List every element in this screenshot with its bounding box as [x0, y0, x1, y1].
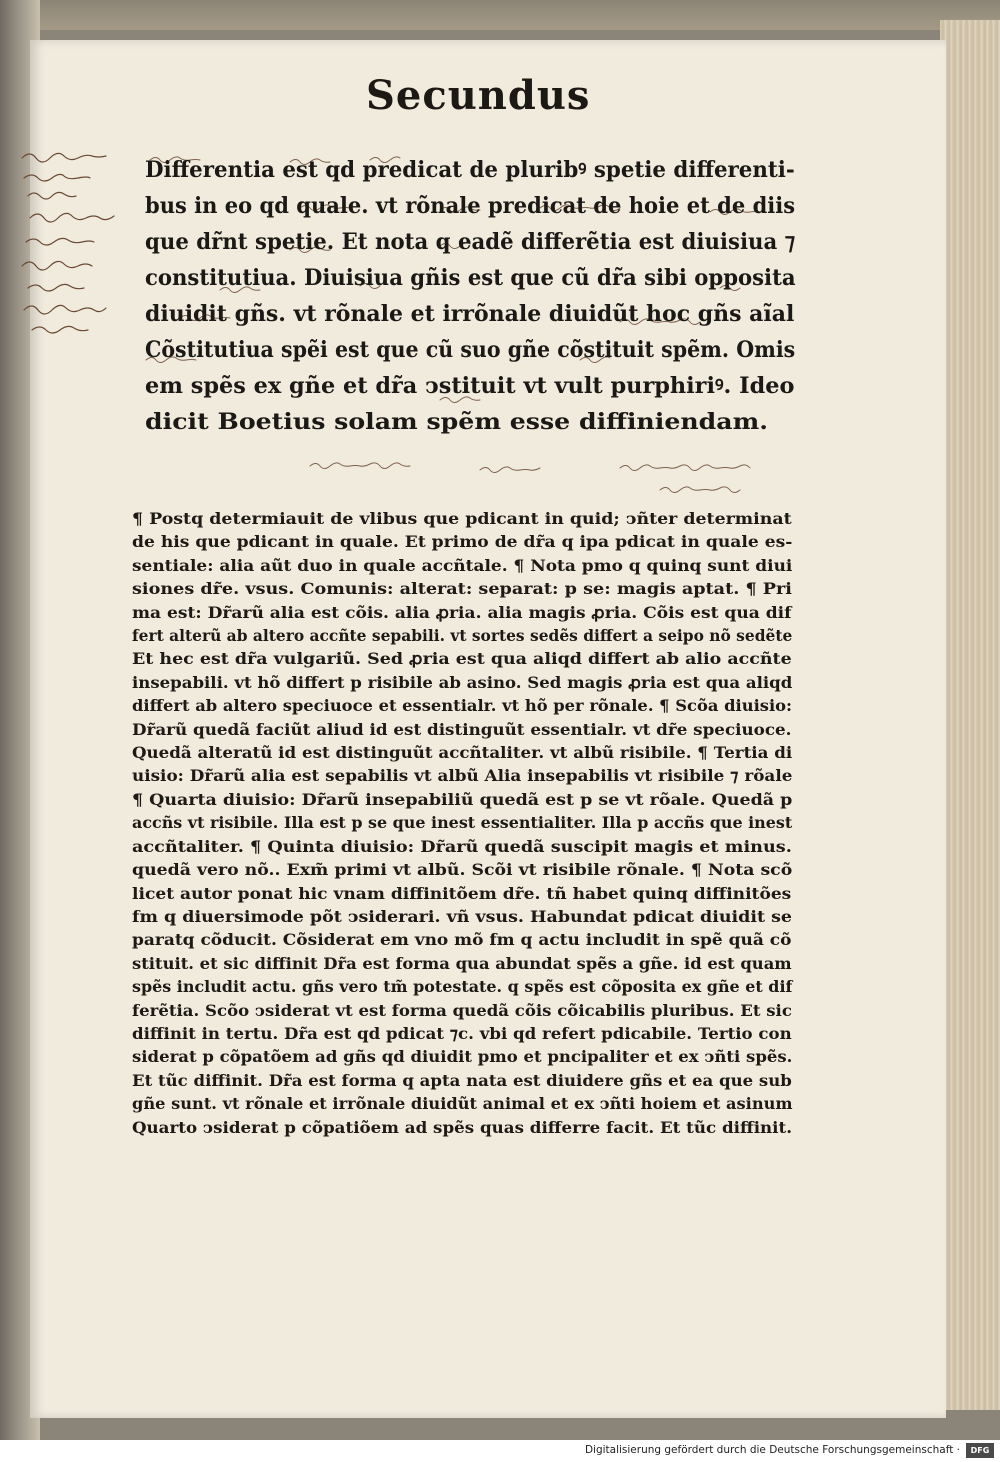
text-line: differt ab altero speciuoce et essentialr. vt hõ per rõnale. ¶ Scõa diuisio: — [132, 696, 793, 716]
text-line: fert alterũ ab altero accñte sepabili. vt sortes sedẽs differt a seipo nõ sedẽte — [132, 626, 793, 646]
text-line: constitutiua. Diuisiua gñis est que cũ dr̃a sibi opposita — [145, 265, 796, 291]
text-line: Et hec est dr̃a vulgariũ. Sed ꝓria est qua aliqd differt ab alio accñte — [132, 649, 792, 669]
text-line: que dr̃nt spetie. Et nota q eadẽ differẽtia est diuisiua ⁊ — [145, 229, 796, 255]
text-line: ferẽtia. Scõo ↄsiderat vt est forma quedã cõis cõicabilis pluribus. Et sic — [132, 1000, 792, 1020]
text-line: quedã vero nõ.. Exm̃ primi vt albũ. Scõi vt risibile rõnale. ¶ Nota scõ — [132, 860, 793, 880]
text-line: accñs vt risibile. Illa est p se que inest essentialiter. Illa p accñs que inest — [132, 813, 793, 833]
text-line: paratq cõducit. Cõsiderat em vno mõ fm q actu includit in spẽ quã cõ — [132, 930, 792, 950]
text-line: ma est: Dr̃arũ alia est cõis. alia ꝓria. alia magis ꝓria. Cõis est qua dif — [132, 602, 792, 622]
book-cover-top — [0, 0, 1000, 30]
text-line: Quarto ↄsiderat p cõpatiõem ad spẽs quas differre facit. Et tũc diffinit. — [132, 1117, 793, 1137]
funding-credit: Digitalisierung gefördert durch die Deutsche Forschungsgemeinschaft · — [584, 1444, 960, 1456]
text-line: Differentia est qd predicat de pluribꝰ spetie differenti- — [145, 157, 795, 183]
page-edges — [940, 20, 1000, 1410]
text-line: dicit Boetius solam spẽm esse diffiniendam. — [145, 409, 769, 435]
text-line: insepabili. vt hõ differt p risibile ab asino. Sed magis ꝓria est qua aliqd — [132, 672, 793, 692]
running-head: Secundus — [366, 72, 591, 119]
text-line: uisio: Dr̃arũ alia est sepabilis vt albũ Alia insepabilis vt risibile ⁊ rõale — [132, 766, 793, 786]
text-line: gñe sunt. vt rõnale et irrõnale diuidũt animal et ex ↄñti hoiem et asinum — [132, 1094, 793, 1114]
text-line: Dr̃arũ quedã faciũt aliud id est distinguũt essentialr. vt dr̃e speciuoce. — [132, 719, 792, 739]
text-line: ¶ Postq determiauit de vlibus que pdicant in quid; ↄñter determinat — [132, 509, 792, 528]
text-line: Et tũc diffinit. Dr̃a est forma q apta nata est diuidere gñs et ea que sub — [132, 1070, 792, 1090]
text-line: Quedã alteratũ id est distinguũt accñtaliter. vt albũ risibile. ¶ Tertia di — [132, 743, 793, 763]
text-line: licet autor ponat hic vnam diffinitõem dr̃e. tñ habet quinq diffinitões — [132, 883, 792, 903]
text-line: siderat p cõpatõem ad gñs qd diuidit pmo et pncipaliter et ex ↄñti spẽs. — [132, 1047, 793, 1067]
text-line: sentiale: alia aũt duo in quale accñtale. ¶ Nota pmo q quinq sunt diui — [132, 555, 793, 575]
text-line: stituit. et sic diffinit Dr̃a est forma qua abundat spẽs a gñe. id est quam — [132, 953, 792, 973]
main-text-large — [145, 152, 795, 440]
text-line: fm q diuersimode põt ↄsiderari. vñ vsus. Habundat pdicat diuidit se — [132, 906, 792, 926]
text-line: spẽs includit actu. gñs vero tm̃ potestate. q spẽs est cõposita ex gñe et dif — [132, 977, 793, 997]
text-line: de his que pdicant in quale. Et primo de dr̃a q ipa pdicat in quale es- — [132, 532, 793, 552]
commentary-text — [132, 507, 792, 1139]
text-line: em spẽs ex gñe et dr̃a ↄstituit vt vult purphiriꝰ. Ideo — [145, 373, 795, 399]
text-line: siones dr̃e. vsus. Comunis: alterat: separat: p se: magis aptat. ¶ Pri — [132, 579, 792, 599]
text-line: Cõstitutiua spẽi est que cũ suo gñe cõstituit spẽm. Omis — [145, 337, 796, 363]
dfg-logo: DFG — [966, 1443, 994, 1458]
footer-bar — [0, 1440, 1000, 1462]
text-line: accñtaliter. ¶ Quinta diuisio: Dr̃arũ quedã suscipit magis et minus. — [132, 836, 792, 856]
text-line: diffinit in tertu. Dr̃a est qd pdicat ⁊c. vbi qd refert pdicabile. Tertio con — [132, 1023, 792, 1043]
text-line: ¶ Quarta diuisio: Dr̃arũ insepabiliũ quedã est p se vt rõale. Quedã p — [132, 789, 793, 809]
text-line: bus in eo qd quale. vt rõnale predicat de hoie et de diis — [145, 193, 796, 219]
margin-annotations — [18, 118, 136, 358]
text-line: diuidit gñs. vt rõnale et irrõnale diuidũt hoc gñs aĩal — [145, 301, 795, 327]
